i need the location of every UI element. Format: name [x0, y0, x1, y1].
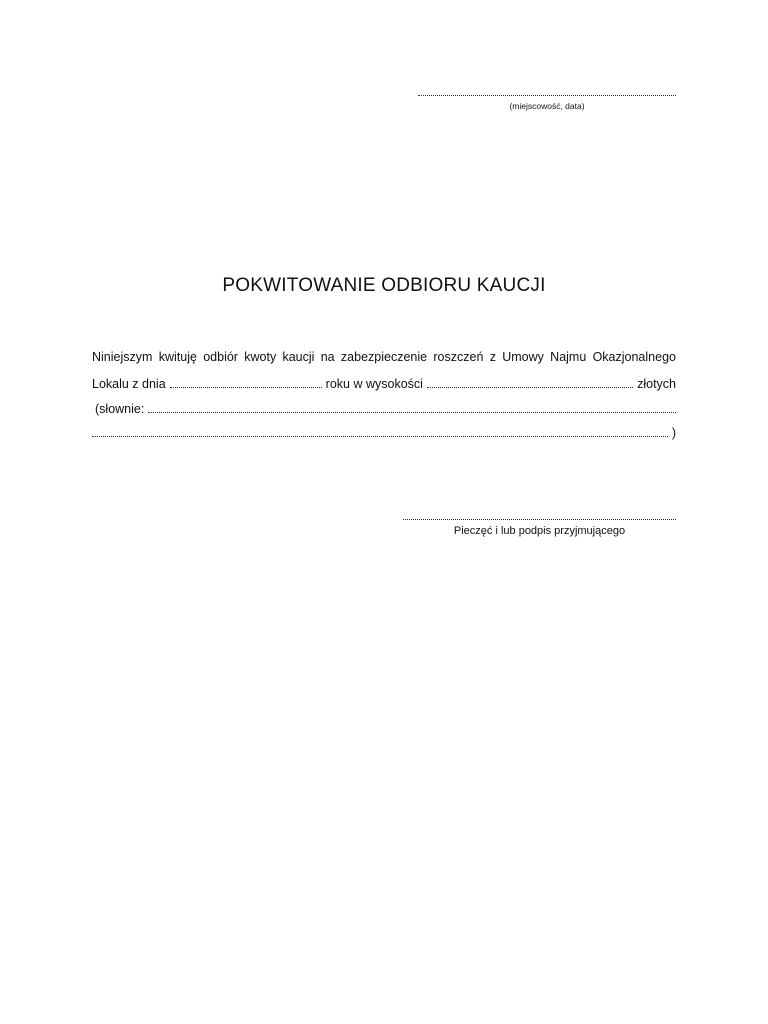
word: zabezpieczenie — [340, 350, 428, 364]
word: Okazjonalnego — [592, 350, 676, 364]
word: na — [320, 350, 335, 364]
in-words-fill-line-2[interactable] — [92, 436, 668, 437]
amount-fill-line[interactable] — [427, 387, 633, 388]
lokal-label: Lokalu z dnia — [92, 377, 166, 391]
amount-label: roku w wysokości — [325, 377, 423, 391]
currency-label: złotych — [637, 377, 676, 391]
signature-line[interactable] — [403, 519, 676, 520]
word: odbiór — [203, 350, 238, 364]
word: Umowy — [502, 350, 544, 364]
document-title: POKWITOWANIE ODBIORU KAUCJI — [222, 275, 546, 296]
date-fill-line[interactable] — [170, 387, 322, 388]
word: kaucji — [282, 350, 315, 364]
in-words-fill-line[interactable] — [148, 412, 676, 413]
body-line-1 — [92, 350, 676, 364]
place-date-line[interactable] — [418, 95, 676, 96]
word: kwituję — [158, 350, 197, 364]
word: Najmu — [550, 350, 587, 364]
body-line-4 — [92, 426, 676, 440]
word: kwoty — [244, 350, 277, 364]
place-date-caption: (miejscowość, data) — [509, 101, 585, 111]
in-words-label: (słownie: — [95, 402, 145, 416]
signature-caption: Pieczęć i lub podpis przyjmującego — [453, 525, 626, 537]
body-line-2 — [92, 377, 676, 391]
closing-parenthesis: ) — [671, 426, 676, 440]
body-line-3 — [92, 402, 676, 416]
word: roszczeń — [433, 350, 484, 364]
word: Niniejszym — [92, 350, 153, 364]
word: z — [489, 350, 496, 364]
